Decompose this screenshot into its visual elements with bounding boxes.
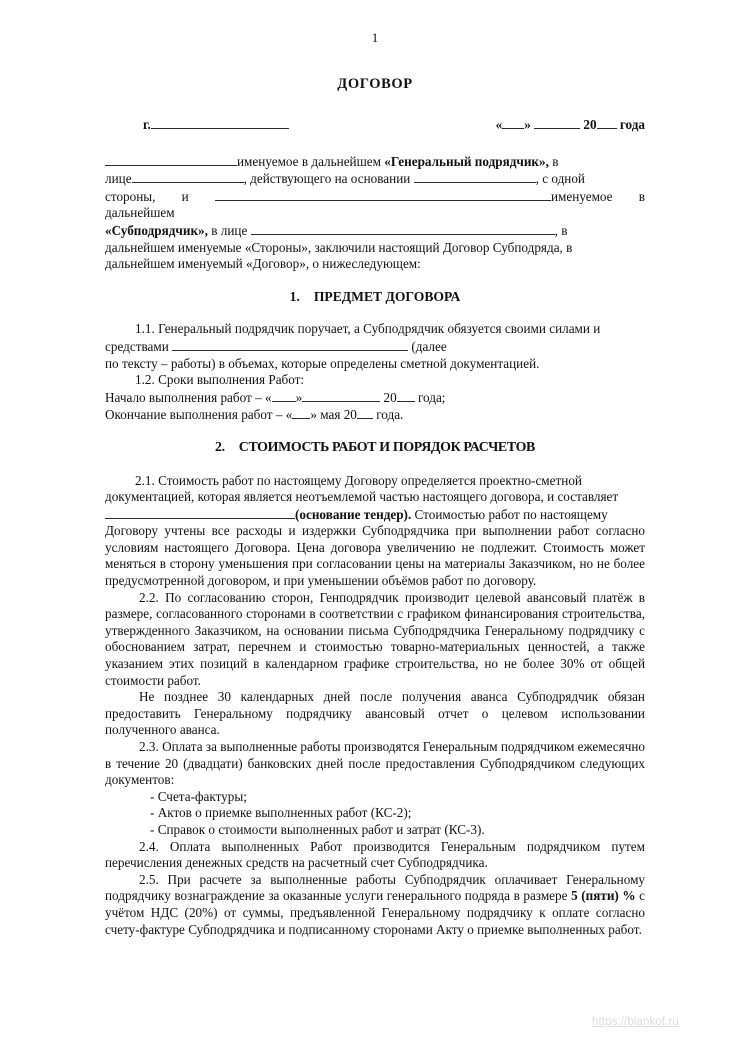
date-day-blank[interactable] bbox=[502, 115, 524, 129]
work-end-suffix: года. bbox=[376, 407, 404, 423]
section-2-title: СТОИМОСТЬ РАБОТ И ПОРЯДОК РАСЧЕТОВ bbox=[238, 439, 535, 455]
date-year-suffix: года bbox=[619, 116, 645, 132]
general-contract-fee-value: 5 (пяти) bbox=[571, 888, 619, 904]
preamble-line-2 bbox=[105, 170, 645, 188]
clause-2-1 bbox=[105, 473, 645, 490]
works-description-blank[interactable] bbox=[172, 338, 408, 351]
general-contractor-term: «Генеральный подрядчик», bbox=[384, 153, 549, 169]
work-end-day-blank[interactable] bbox=[292, 406, 310, 419]
clause-1-1-means: средствами bbox=[105, 338, 169, 354]
section-1-heading bbox=[105, 289, 645, 306]
section-1-title: ПРЕДМЕТ ДОГОВОРА bbox=[313, 288, 461, 304]
source-watermark: https://blankof.ru bbox=[592, 1016, 679, 1028]
preamble-line-6: дальнейшем именуемый «Договор», о нижеследующем: bbox=[105, 256, 421, 272]
clause-2-2-text: По согласованию сторон, Генподрядчик производит целевой авансовый платёж в размере, согласованного сторонами в соответствии с графиком финансирования строительства, утвержденного Заказчиком, на основании письма Субподрядчика Генеральному подрядчику с обоснованием затрат, перечнем и стоимостью товарно-материальных ценностей, а также указанием этих позиций в календарном графике строительства, но не более 30% от общей стоимости работ. bbox=[105, 589, 646, 688]
work-end-date-line bbox=[105, 406, 645, 424]
clause-2-5-number: 2.5. bbox=[139, 871, 159, 887]
clause-2-1-text-a: Стоимость работ по настоящему Договору определяется проектно-сметной bbox=[158, 472, 582, 488]
date-field bbox=[496, 115, 645, 134]
general-contractor-person-blank[interactable] bbox=[132, 170, 244, 183]
clause-2-3 bbox=[105, 739, 645, 789]
general-contractor-basis-blank[interactable] bbox=[414, 170, 536, 183]
work-start-label: Начало выполнения работ – « bbox=[105, 389, 272, 405]
work-end-year-blank[interactable] bbox=[357, 406, 373, 419]
preamble-word-v: в bbox=[552, 153, 559, 169]
clause-1-1-further: (далее bbox=[411, 338, 447, 354]
page-number: 1 bbox=[371, 30, 379, 45]
preamble-named-hereinafter: именуемое в дальнейшем bbox=[105, 188, 646, 221]
clause-1-2-number: 1.2. bbox=[135, 372, 155, 388]
preamble-line-5: дальнейшем именуемые «Стороны», заключили настоящий Договор Субподряда, в bbox=[105, 239, 573, 255]
work-end-label: Окончание выполнения работ – « bbox=[105, 407, 293, 423]
tender-basis-note: (основание тендер). bbox=[295, 506, 412, 522]
clause-2-2-number: 2.2. bbox=[139, 589, 159, 605]
clause-2-1-text-c: Стоимостью работ по настоящему bbox=[414, 506, 608, 522]
preamble-line-1 bbox=[105, 153, 645, 171]
section-1-number: 1. bbox=[289, 288, 300, 304]
preamble-word-in: в bbox=[301, 153, 309, 169]
clause-1-1-cont bbox=[105, 338, 645, 356]
work-start-month-blank[interactable] bbox=[302, 389, 380, 402]
clause-2-1-line-2: документацией, которая является неотъемлемой частью настоящего договора, и составляет bbox=[105, 489, 619, 505]
list-item: - Справок о стоимости выполненных работ и затрат (КС-3). bbox=[150, 821, 485, 837]
work-start-day-blank[interactable] bbox=[272, 389, 296, 402]
list-item: - Счета-фактуры; bbox=[150, 788, 247, 804]
required-documents-list bbox=[105, 789, 645, 839]
document-content bbox=[105, 30, 645, 938]
preamble-line-4 bbox=[105, 222, 645, 240]
clause-1-1-text: Генеральный подрядчик поручает, а Субподрядчик обязуется своими силами и bbox=[158, 321, 601, 337]
clause-1-1-end: по тексту – работы) в объемах, которые определены сметной документацией. bbox=[105, 355, 540, 371]
clause-2-4-text: Оплата выполненных Работ производится Генеральным подрядчиком путем перечисления денежных средств на расчетный счет Субподрядчика. bbox=[105, 838, 646, 871]
work-end-month: » мая 20 bbox=[310, 407, 357, 423]
preamble-line-3 bbox=[105, 188, 645, 222]
clause-2-2 bbox=[105, 590, 645, 690]
date-month-blank[interactable] bbox=[534, 115, 580, 129]
preamble-word-person: лице bbox=[105, 171, 132, 187]
city-label: г. bbox=[143, 116, 151, 132]
preamble-comma-v: , в bbox=[554, 222, 568, 238]
preamble-one-party: , с одной bbox=[535, 171, 585, 187]
clause-2-4 bbox=[105, 839, 645, 872]
general-contract-fee-percent: % bbox=[622, 888, 636, 904]
clause-1-1 bbox=[105, 321, 645, 338]
work-start-quote: » bbox=[295, 389, 303, 405]
contract-amount-blank[interactable] bbox=[105, 506, 295, 519]
city-blank-line[interactable] bbox=[151, 115, 289, 129]
clause-2-1-line-3 bbox=[105, 506, 645, 524]
date-quote-open: « bbox=[495, 116, 503, 132]
subcontractor-person-blank[interactable] bbox=[251, 222, 555, 235]
preamble-side-and: стороны, и bbox=[105, 188, 189, 204]
advance-report-paragraph: Не позднее 30 календарных дней после получения аванса Субподрядчик обязан предоставить Генеральному подрядчику авансовый отчет о целевом использовании полученного аванса. bbox=[105, 689, 645, 738]
clause-2-4-number: 2.4. bbox=[139, 838, 159, 854]
clause-2-1-number: 2.1. bbox=[135, 472, 155, 488]
clause-2-5-text-a: При расчете за выполненные работы Субподрядчик оплачивает Генеральному подрядчику вознаграждение за оказанные услуги генерального подряда в размере bbox=[105, 871, 646, 904]
date-quote-close: » bbox=[524, 116, 531, 132]
clause-1-2-text: Сроки выполнения Работ: bbox=[158, 372, 305, 388]
section-2-heading bbox=[105, 440, 645, 457]
section-2-number: 2. bbox=[215, 439, 225, 455]
clause-2-5-text-b: с учётом НДС (20%) от суммы, предъявленной Генеральному подрядчику к оплате согласно счету-фактуре Субподрядчика и подписанному сторонами Акту о приемке выполненных работ. bbox=[105, 888, 646, 937]
work-start-year-prefix: 20 bbox=[383, 389, 397, 405]
document-title: ДОГОВОР bbox=[337, 76, 413, 92]
work-start-year-suffix: года; bbox=[417, 389, 446, 405]
work-start-date-line bbox=[105, 389, 645, 407]
clause-2-5 bbox=[105, 872, 645, 938]
city-date-row bbox=[105, 115, 645, 137]
city-field bbox=[143, 115, 289, 134]
preamble-word-hereinafter: дальнейшем bbox=[311, 153, 381, 169]
preamble-word-person2: лице bbox=[220, 222, 248, 238]
clause-1-1-number: 1.1. bbox=[135, 321, 155, 337]
subcontractor-term: «Субподрядчик», bbox=[105, 222, 208, 238]
date-year-blank[interactable] bbox=[597, 115, 617, 129]
preamble-word-named: именуемое bbox=[237, 153, 299, 169]
general-contractor-name-blank[interactable] bbox=[105, 153, 237, 166]
preamble-acting-on: , действующего на основании bbox=[243, 171, 411, 187]
list-item: - Актов о приемке выполненных работ (КС-2); bbox=[150, 805, 412, 821]
clause-2-3-number: 2.3. bbox=[139, 739, 159, 754]
clause-2-3-text: Оплата за выполненные работы производятся Генеральным подрядчиком ежемесячно в течение 20 (двадцати) банковских дней после предоставления Субподрядчиком следующих документов: bbox=[105, 739, 645, 788]
preamble-word-v2: в bbox=[211, 222, 218, 238]
clause-1-2 bbox=[105, 372, 645, 389]
clause-2-1-body: Договору учтены все расходы и издержки Субподрядчика при выполнении работ согласно условиям настоящего Договора. Цена договора увеличению не подлежит. Стоимость может меняться в сторону уменьшения при согласовании цены на материалы Заказчиком, но не более предусмотренной договором, и при уменьшении объёмов работ по договору. bbox=[105, 523, 645, 589]
subcontractor-name-blank[interactable] bbox=[215, 188, 551, 201]
work-start-year-blank[interactable] bbox=[397, 389, 415, 402]
date-year-prefix: 20 bbox=[583, 116, 597, 132]
